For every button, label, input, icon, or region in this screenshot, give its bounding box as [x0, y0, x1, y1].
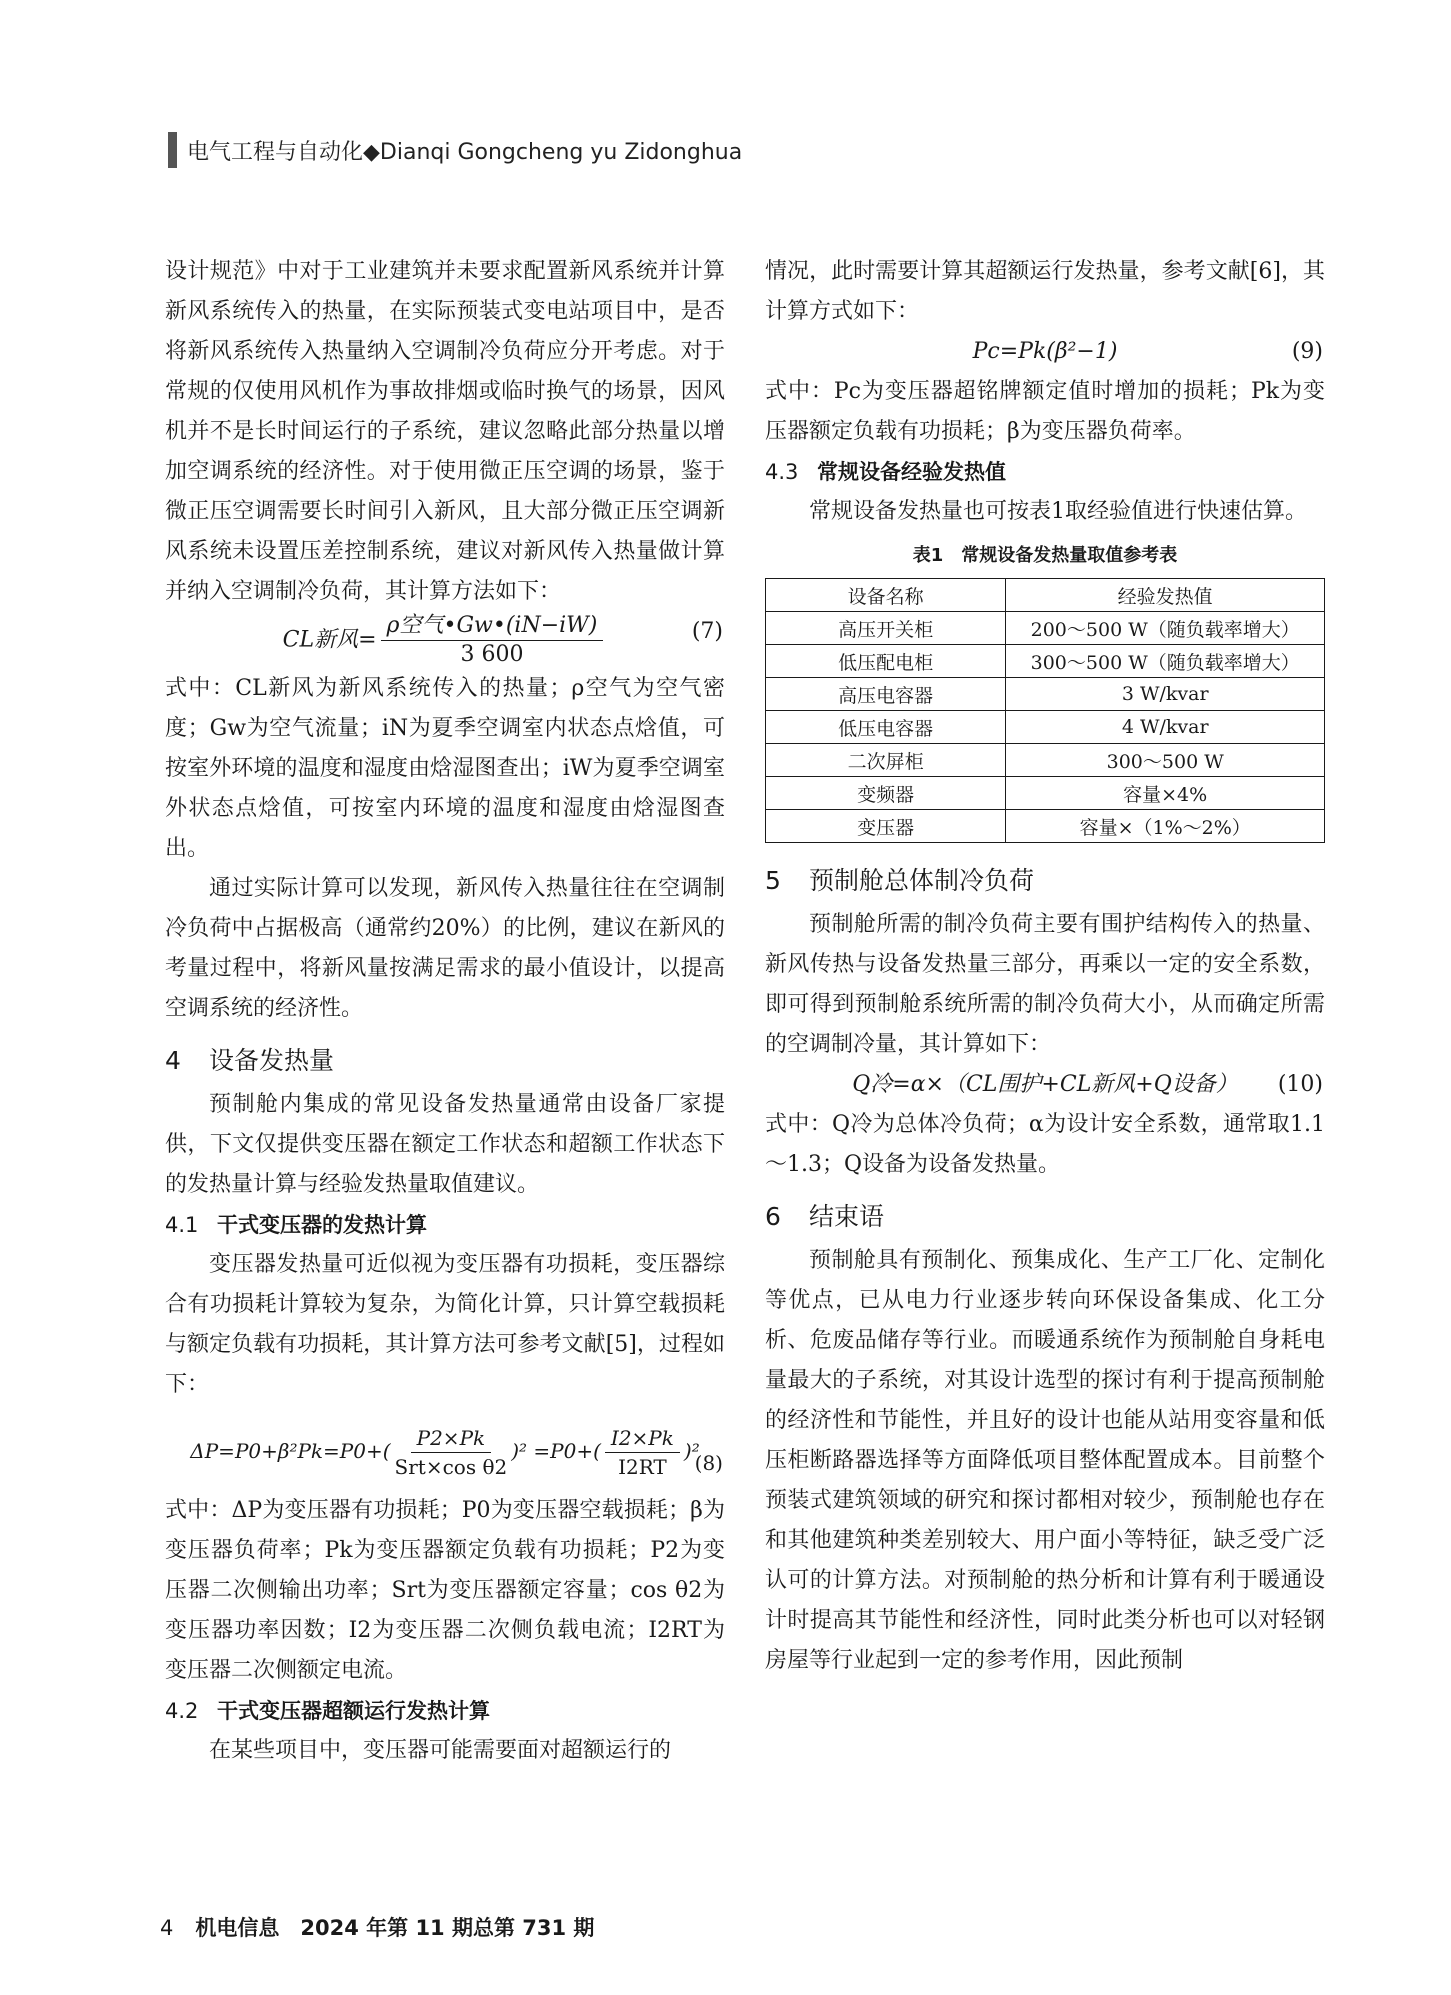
formula-expression: Q冷=α×（CL围护+CL新风+Q设备） — [852, 1072, 1238, 1097]
paragraph: 通过实际计算可以发现，新风传入热量往往在空调制冷负荷中占据极高（通常约20%）的比例，建议在新风的考量过程中，将新风量按满足需求的最小值设计，以提高空调系统的经济性。 — [165, 876, 725, 1021]
table-row — [766, 612, 1325, 645]
paragraph: 设计规范》中对于工业建筑并未要求配置新风系统并计算新风系统传入的热量，在实际预装式变电站项目中，是否将新风系统传入热量纳入空调制冷负荷应分开考虑。对于常规的仅使用风机作为事故排烟或临时换气的场景，因风机并不是长时间运行的子系统，建议忽略此部分热量以增加空调系统的经济性。对于使用微正压空调的场景，鉴于微正压空调需要长时间引入新风，且大部分微正压空调新风系统未设置压差控制系统，建议对新风传入热量做计算并纳入空调制冷负荷，其计算方法如下： — [165, 259, 725, 604]
fraction-denominator: Srt×cos θ2 — [394, 1455, 508, 1479]
table-cell: 4 W/kvar — [1006, 711, 1325, 744]
section-heading-4 — [165, 1037, 725, 1085]
journal-info: 机电信息 2024 年第 11 期总第 731 期 — [195, 1916, 595, 1940]
table-row — [766, 645, 1325, 678]
page-footer — [160, 1912, 594, 1942]
paragraph: 式中：Pc为变压器超铭牌额定值时增加的损耗；Pk为变压器额定负载有功损耗；β为变压器负荷率。 — [765, 379, 1325, 444]
equation-number: (7) — [691, 619, 723, 644]
table-cell: 300～500 W（随负载率增大） — [1006, 645, 1325, 678]
subsection-title: 干式变压器的发热计算 — [217, 1213, 427, 1237]
subsection-title: 常规设备经验发热值 — [817, 460, 1006, 484]
table-cell: 变压器 — [766, 810, 1006, 843]
formula-10 — [765, 1065, 1325, 1105]
subsection-number: 4.3 — [765, 460, 799, 484]
subsection-heading-4-3 — [765, 452, 1325, 492]
paragraph: 式中：Q冷为总体冷负荷；α为设计安全系数，通常取1.1～1.3；Q设备为设备发热量。 — [765, 1112, 1325, 1177]
formula-end: )² — [683, 1439, 700, 1463]
table-header-cell: 设备名称 — [766, 579, 1006, 612]
formula-9 — [765, 332, 1325, 372]
fraction-denominator: I2RT — [618, 1455, 667, 1479]
subsection-heading-4-1 — [165, 1205, 725, 1245]
table-caption: 表1 常规设备发热量取值参考表 — [912, 545, 1178, 566]
paragraph: 情况，此时需要计算其超额运行发热量，参考文献[6]，其计算方式如下： — [765, 259, 1325, 324]
fraction-numerator: ρ空气•Gw•(iN−iW) — [381, 612, 604, 641]
fraction — [395, 1424, 508, 1481]
section-number: 5 — [765, 866, 781, 895]
section-heading-5 — [765, 857, 1325, 905]
paragraph: 常规设备发热量也可按表1取经验值进行快速估算。 — [809, 499, 1307, 524]
table-row — [766, 777, 1325, 810]
table-cell: 低压配电柜 — [766, 645, 1006, 678]
table-cell: 高压开关柜 — [766, 612, 1006, 645]
table-header-row — [766, 579, 1325, 612]
paragraph: 在某些项目中，变压器可能需要面对超额运行的 — [209, 1738, 672, 1763]
table-cell: 容量×（1%～2%） — [1006, 810, 1325, 843]
running-header — [168, 132, 742, 168]
section-title: 结束语 — [809, 1202, 885, 1231]
formula-lhs: ΔP=P0+β²Pk=P0+( — [190, 1439, 391, 1463]
subsection-number: 4.2 — [165, 1699, 199, 1723]
paragraph: 式中：ΔP为变压器有功损耗；P0为变压器空载损耗；β为变压器负荷率；Pk为变压器额定负载有功损耗；P2为变压器二次侧输出功率；Srt为变压器额定容量；cos θ2为变压器功率因数；I2为变压器二次侧负载电流；I2RT为变压器二次侧额定电流。 — [165, 1498, 725, 1683]
equation-number: (9) — [1291, 339, 1323, 364]
header-bar-decoration — [168, 132, 177, 168]
table-row — [766, 810, 1325, 843]
table-cell: 变频器 — [766, 777, 1006, 810]
left-column — [165, 252, 725, 1771]
table-cell: 高压电容器 — [766, 678, 1006, 711]
paragraph: 预制舱所需的制冷负荷主要有围护结构传入的热量、新风传热与设备发热量三部分，再乘以一定的安全系数，即可得到预制舱系统所需的制冷负荷大小，从而确定所需的空调制冷量，其计算如下： — [765, 912, 1325, 1057]
formula-middle: )² =P0+( — [511, 1439, 601, 1463]
formula-7 — [165, 612, 725, 669]
formula-lhs: CL新风= — [282, 627, 377, 653]
subsection-title: 干式变压器超额运行发热计算 — [217, 1699, 490, 1723]
table-row — [766, 711, 1325, 744]
heat-value-table — [765, 578, 1325, 843]
header-title: 电气工程与自动化◆Dianqi Gongcheng yu Zidonghua — [187, 139, 743, 165]
table-row — [766, 678, 1325, 711]
paragraph: 变压器发热量可近似视为变压器有功损耗，变压器综合有功损耗计算较为复杂，为简化计算，只计算空载损耗与额定负载有功损耗，其计算方法可参考文献[5]，过程如下： — [165, 1252, 725, 1397]
page-number: 4 — [160, 1916, 174, 1940]
section-heading-6 — [765, 1193, 1325, 1241]
section-number: 6 — [765, 1202, 781, 1231]
table-cell: 容量×4% — [1006, 777, 1325, 810]
fraction — [381, 612, 604, 669]
table-cell: 200～500 W（随负载率增大） — [1006, 612, 1325, 645]
formula-expression: Pc=Pk(β²−1) — [972, 339, 1118, 364]
subsection-heading-4-2 — [165, 1691, 725, 1731]
paragraph: 式中：CL新风为新风系统传入的热量；ρ空气为空气密度；Gw为空气流量；iN为夏季空调室内状态点焓值，可按室外环境的温度和湿度由焓湿图查出；iW为夏季空调室外状态点焓值，可按室内环境的温度和湿度由焓湿图查出。 — [165, 676, 725, 861]
subsection-number: 4.1 — [165, 1213, 199, 1237]
paragraph: 预制舱内集成的常见设备发热量通常由设备厂家提供，下文仅提供变压器在额定工作状态和超额工作状态下的发热量计算与经验发热量取值建议。 — [165, 1092, 725, 1197]
equation-number: (10) — [1277, 1072, 1323, 1097]
equation-number: (8) — [694, 1451, 723, 1475]
table-cell: 二次屏柜 — [766, 744, 1006, 777]
paragraph: 预制舱具有预制化、预集成化、生产工厂化、定制化等优点，已从电力行业逐步转向环保设备集成、化工分析、危废品储存等行业。而暖通系统作为预制舱自身耗电量最大的子系统，对其设计选型的探讨有利于提高预制舱的经济性和节能性，并且好的设计也能从站用变容量和低压柜断路器选择等方面降低项目整体配置成本。目前整个预装式建筑领域的研究和探讨都相对较少，预制舱也存在和其他建筑种类差别较大、用户面小等特征，缺乏受广泛认可的计算方法。对预制舱的热分析和计算有利于暖通设计时提高其节能性和经济性，同时此类分析也可以对轻钢房屋等行业起到一定的参考作用，因此预制 — [765, 1248, 1325, 1673]
table-cell: 低压电容器 — [766, 711, 1006, 744]
fraction — [605, 1424, 680, 1481]
table-cell: 300～500 W — [1006, 744, 1325, 777]
fraction-denominator: 3 600 — [460, 642, 524, 667]
section-number: 4 — [165, 1046, 181, 1075]
table-cell: 3 W/kvar — [1006, 678, 1325, 711]
formula-8 — [165, 1419, 725, 1483]
fraction-numerator: P2×Pk — [411, 1424, 492, 1453]
right-column — [765, 252, 1325, 1681]
table-row — [766, 744, 1325, 777]
section-title: 预制舱总体制冷负荷 — [809, 866, 1035, 895]
table-header-cell: 经验发热值 — [1006, 579, 1325, 612]
fraction-numerator: I2×Pk — [605, 1424, 680, 1453]
section-title: 设备发热量 — [209, 1046, 335, 1075]
